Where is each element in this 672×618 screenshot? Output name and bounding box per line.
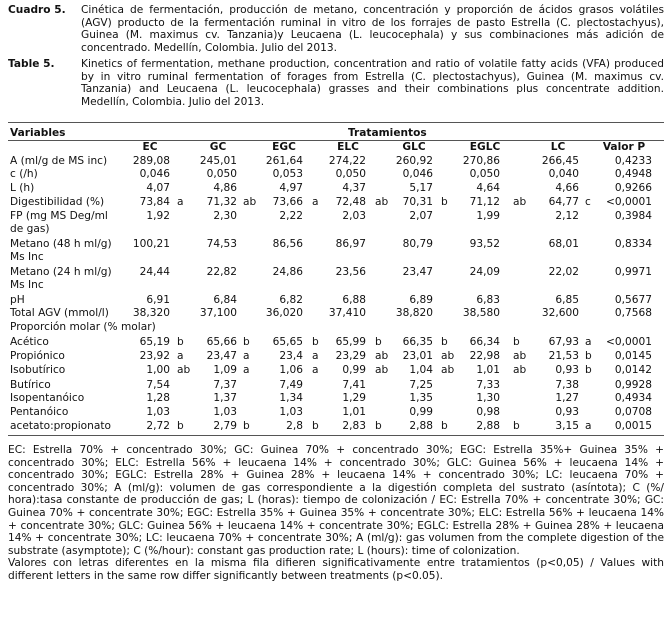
row-label: pH (10, 294, 25, 306)
cell-value: 38,580 (462, 307, 500, 319)
cell-value: 1,03 (279, 406, 303, 418)
row-label: Digestibilidad (%) (10, 196, 105, 208)
cell-p-value: 0,0708 (614, 406, 652, 418)
cell-value: 260,92 (395, 155, 433, 167)
cell-value: 0,93 (555, 406, 579, 418)
cell-letter: b (441, 196, 448, 208)
cell-value: 21,53 (548, 350, 579, 362)
cell-letter: b (441, 420, 448, 432)
cell-value: 1,99 (476, 210, 500, 222)
cell-value: 7,49 (279, 379, 303, 391)
cell-value: 6,89 (409, 294, 433, 306)
column-header: GC (209, 141, 227, 153)
cell-value: 67,93 (548, 336, 579, 348)
cell-value: 23,29 (335, 350, 366, 362)
cell-value: 100,21 (132, 238, 170, 250)
cell-value: 71,12 (469, 196, 500, 208)
cell-letter: b (375, 336, 382, 348)
row-label: Butírico (10, 379, 51, 391)
cell-value: 23,4 (279, 350, 303, 362)
cell-letter: a (177, 350, 184, 362)
cell-letter: a (585, 336, 592, 348)
cell-value: 2,79 (213, 420, 237, 432)
header-treatments: Tratamientos (348, 127, 427, 139)
cell-value: 1,09 (213, 364, 237, 376)
cell-value: 245,01 (199, 155, 237, 167)
cell-value: 0,050 (469, 168, 500, 180)
cell-letter: ab (243, 196, 257, 208)
cell-value: 1,03 (213, 406, 237, 418)
cell-value: 0,93 (555, 364, 579, 376)
cell-letter: b (513, 420, 520, 432)
cell-value: 4,07 (146, 182, 170, 194)
cell-value: 4,37 (342, 182, 366, 194)
cell-letter: ab (513, 350, 527, 362)
column-header: EGLC (469, 141, 501, 153)
cell-value: 7,33 (476, 379, 500, 391)
cell-value: 93,52 (469, 238, 500, 250)
cell-p-value: 0,0145 (614, 350, 652, 362)
column-header: ELC (337, 141, 359, 153)
cell-value: 0,98 (476, 406, 500, 418)
cell-letter: a (312, 364, 319, 376)
cell-value: 0,046 (402, 168, 433, 180)
cell-letter: b (513, 336, 520, 348)
cell-value: 22,98 (469, 350, 500, 362)
cell-value: 4,86 (213, 182, 237, 194)
cell-value: 80,79 (402, 238, 433, 250)
cell-value: 6,84 (213, 294, 237, 306)
cell-value: 1,01 (342, 406, 366, 418)
cell-letter: ab (513, 364, 527, 376)
cell-value: 23,47 (402, 266, 433, 278)
cell-value: 23,56 (335, 266, 366, 278)
cell-value: 2,8 (286, 420, 303, 432)
cell-value: 2,88 (409, 420, 433, 432)
cell-value: 7,38 (555, 379, 579, 391)
caption-label: Cuadro 5. (8, 4, 66, 16)
cell-p-value: 0,4233 (614, 155, 652, 167)
cell-value: 274,22 (328, 155, 366, 167)
cell-value: 23,47 (206, 350, 237, 362)
row-label: Acético (10, 336, 49, 348)
cell-value: 23,92 (139, 350, 170, 362)
cell-letter: b (375, 420, 382, 432)
cell-p-value: 0,4948 (614, 168, 652, 180)
cell-value: 65,65 (272, 336, 303, 348)
cell-value: 37,100 (199, 307, 237, 319)
cell-value: 68,01 (548, 238, 579, 250)
cell-value: 38,820 (395, 307, 433, 319)
cell-value: 65,19 (139, 336, 170, 348)
cell-letter: ab (441, 350, 455, 362)
cell-value: 1,00 (146, 364, 170, 376)
cell-letter: b (177, 336, 184, 348)
cell-value: 1,04 (409, 364, 433, 376)
cell-value: 2,03 (342, 210, 366, 222)
caption-english (8, 58, 664, 108)
cell-letter: b (177, 420, 184, 432)
cell-value: 0,99 (342, 364, 366, 376)
cell-value: 66,34 (469, 336, 500, 348)
cell-value: 86,97 (335, 238, 366, 250)
cell-letter: ab (441, 364, 455, 376)
cell-value: 7,54 (146, 379, 170, 391)
cell-value: 1,27 (555, 392, 579, 404)
cell-value: 32,600 (541, 307, 579, 319)
row-label: Metano (24 h ml/g) Ms Inc (10, 266, 112, 291)
caption-label: Table 5. (8, 58, 55, 70)
cell-value: 2,83 (342, 420, 366, 432)
row-label: acetato:propionato (10, 420, 112, 432)
cell-value: 70,31 (402, 196, 433, 208)
cell-p-value: 0,8334 (614, 238, 652, 250)
cell-letter: b (243, 336, 250, 348)
cell-p-value: 0,4934 (614, 392, 652, 404)
cell-letter: ab (375, 196, 389, 208)
cell-letter: a (312, 350, 319, 362)
cell-value: 22,82 (206, 266, 237, 278)
cell-value: 0,053 (272, 168, 303, 180)
cell-letter: ab (177, 364, 191, 376)
caption-text: Cinética de fermentación, producción de metano, concentración y proporción de ácidos grasos volátiles (AGV) producto de la fermentación ruminal in vitro de los forrajes de pasto Estrella (C. plectostachyus), Guinea (M. maximus cv. Tanzania)y Leucaena (L. leucocephala) y sus combinaciones más adición de concentrado. Medellín, Colombia. Julio del 2013. (81, 4, 664, 54)
cell-value: 266,45 (541, 155, 579, 167)
cell-value: 74,53 (206, 238, 237, 250)
cell-value: 71,32 (206, 196, 237, 208)
column-header: EGC (272, 141, 296, 153)
cell-value: 6,82 (279, 294, 303, 306)
cell-letter: a (312, 196, 319, 208)
cell-value: 72,48 (335, 196, 366, 208)
column-header: GLC (402, 141, 426, 153)
row-label: Isopentanóico (10, 392, 85, 404)
cell-value: 270,86 (462, 155, 500, 167)
cell-value: 2,12 (555, 210, 579, 222)
cell-value: 7,25 (409, 379, 433, 391)
cell-value: 0,046 (139, 168, 170, 180)
cell-value: 4,66 (555, 182, 579, 194)
cell-value: 6,91 (146, 294, 170, 306)
cell-value: 38,320 (132, 307, 170, 319)
cell-value: 0,040 (548, 168, 579, 180)
cell-letter: a (243, 350, 250, 362)
cell-p-value: 0,7568 (614, 307, 652, 319)
column-header: LC (550, 141, 566, 153)
row-label: Pentanóico (10, 406, 69, 418)
cell-value: 261,64 (265, 155, 303, 167)
cell-value: 4,97 (279, 182, 303, 194)
cell-value: 0,99 (409, 406, 433, 418)
row-label: A (ml/g de MS inc) (10, 155, 108, 167)
cell-p-value: 0,9971 (614, 266, 652, 278)
table-notes (8, 444, 664, 583)
cell-value: 1,92 (146, 210, 170, 222)
row-label: L (h) (10, 182, 35, 194)
cell-value: 86,56 (272, 238, 303, 250)
cell-value: 7,41 (342, 379, 366, 391)
cell-p-value: 0,3984 (614, 210, 652, 222)
cell-value: 24,86 (272, 266, 303, 278)
cell-value: 1,30 (476, 392, 500, 404)
cell-letter: b (312, 336, 319, 348)
cell-value: 2,72 (146, 420, 170, 432)
cell-value: 36,020 (265, 307, 303, 319)
cell-value: 1,37 (213, 392, 237, 404)
cell-value: 0,050 (335, 168, 366, 180)
cell-value: 6,83 (476, 294, 500, 306)
cell-value: 6,85 (555, 294, 579, 306)
cell-p-value: 0,0015 (614, 420, 652, 432)
cell-value: 73,66 (272, 196, 303, 208)
cell-letter: b (585, 350, 592, 362)
cell-value: 22,02 (548, 266, 579, 278)
caption-spanish (8, 4, 664, 54)
row-label: Proporción molar (% molar) (10, 321, 156, 333)
column-header: Valor P (602, 141, 646, 153)
cell-value: 5,17 (409, 182, 433, 194)
cell-value: 1,35 (409, 392, 433, 404)
row-label: Isobutírico (10, 364, 66, 376)
cell-value: 1,06 (279, 364, 303, 376)
cell-p-value: <0,0001 (606, 336, 652, 348)
abbreviations-note: EC: Estrella 70% + concentrado 30%; GC: Guinea 70% + concentrado 30%; EGC: Estrella 35%+ Guinea 35% + concentrado 30%; ELC: Estrella 56% + leucaena 14% + concentrado 30%; GLC: Guinea 56% + leucaena 14% + concentrado 30%; EGLC: Estrella 28% + Guinea 28% + leucaena 14% + concentrado 30%; LC: leucaena 70% + concentrado 30%; A (ml/g): volumen de gas correspondiente a la digestión completa del sustrato (asíntota); C (%/ hora):tasa constante de producción de gas; L (horas): tiempo de colonización / EC: Estrella 70% + concentrate 30%; GC: Guinea 70% + concentrate 30%; EGC: Estrella 35% + Guinea 35% + concentrate 30%; ELC: Estrella 56% + leucaena 14% + concentrate 30%; GLC: Guinea 56% + leucaena 14% + concentrate 30%; EGLC: Estrella 28% + Guinea 28% + leucaena 14% + concentrate 30%; LC: leucaena 70% + concentrate 30%; A (ml/g): gas volumen from the complete digestion of the substrate (asymptote); C (%/hour): constant gas production rate; L (hours): time of colonization. (8, 444, 664, 557)
cell-value: 0,050 (206, 168, 237, 180)
cell-value: 7,37 (213, 379, 237, 391)
cell-value: 2,30 (213, 210, 237, 222)
cell-letter: ab (375, 364, 389, 376)
significance-note: Valores con letras diferentes en la misma fila difieren significativamente entre tratamientos (p<0,05) / Values with different letters in the same row differ significantly between treatments (p<0.05). (8, 557, 664, 582)
cell-letter: a (243, 364, 250, 376)
cell-value: 64,77 (548, 196, 579, 208)
cell-letter: b (312, 420, 319, 432)
cell-letter: ab (375, 350, 389, 362)
cell-letter: ab (513, 196, 527, 208)
row-label: Metano (48 h ml/g) Ms Inc (10, 238, 112, 263)
cell-value: 24,09 (469, 266, 500, 278)
cell-value: 3,15 (555, 420, 579, 432)
cell-letter: a (177, 196, 184, 208)
cell-p-value: 0,9266 (614, 182, 652, 194)
cell-value: 73,84 (139, 196, 170, 208)
cell-value: 1,28 (146, 392, 170, 404)
row-label: Total AGV (mmol/l) (10, 307, 109, 319)
cell-value: 37,410 (328, 307, 366, 319)
cell-value: 6,88 (342, 294, 366, 306)
column-header: EC (142, 141, 158, 153)
row-label: Propiónico (10, 350, 65, 362)
cell-p-value: 0,5677 (614, 294, 652, 306)
cell-value: 4,64 (476, 182, 500, 194)
cell-value: 23,01 (402, 350, 433, 362)
cell-value: 2,07 (409, 210, 433, 222)
cell-value: 2,22 (279, 210, 303, 222)
table-bottom-rule (8, 435, 664, 436)
cell-value: 65,99 (335, 336, 366, 348)
cell-value: 66,35 (402, 336, 433, 348)
table-top-rule (8, 122, 664, 123)
cell-letter: b (585, 364, 592, 376)
cell-value: 2,88 (476, 420, 500, 432)
cell-letter: c (585, 196, 591, 208)
row-label: FP (mg MS Deg/ml de gas) (10, 210, 108, 235)
cell-value: 1,03 (146, 406, 170, 418)
cell-value: 65,66 (206, 336, 237, 348)
cell-letter: b (441, 336, 448, 348)
header-variables: Variables (10, 127, 66, 139)
cell-value: 289,08 (132, 155, 170, 167)
cell-value: 24,44 (139, 266, 170, 278)
cell-p-value: <0,0001 (606, 196, 652, 208)
cell-letter: b (243, 420, 250, 432)
cell-value: 1,34 (279, 392, 303, 404)
cell-letter: a (585, 420, 592, 432)
cell-p-value: 0,0142 (614, 364, 652, 376)
row-label: c (/h) (10, 168, 38, 180)
cell-value: 1,01 (476, 364, 500, 376)
caption-text: Kinetics of fermentation, methane production, concentration and ratio of volatile fatty acids (VFA) produced by in vitro ruminal fermentation of forages from Estrella (C. plectostachyus), Guinea (M. maximus cv. Tanzania) and Leucaena (L. leucocephala) grasses and their combinations plus concentrate addition. Medellín, Colombia. Julio del 2013. (81, 58, 664, 108)
cell-value: 1,29 (342, 392, 366, 404)
cell-p-value: 0,9928 (614, 379, 652, 391)
